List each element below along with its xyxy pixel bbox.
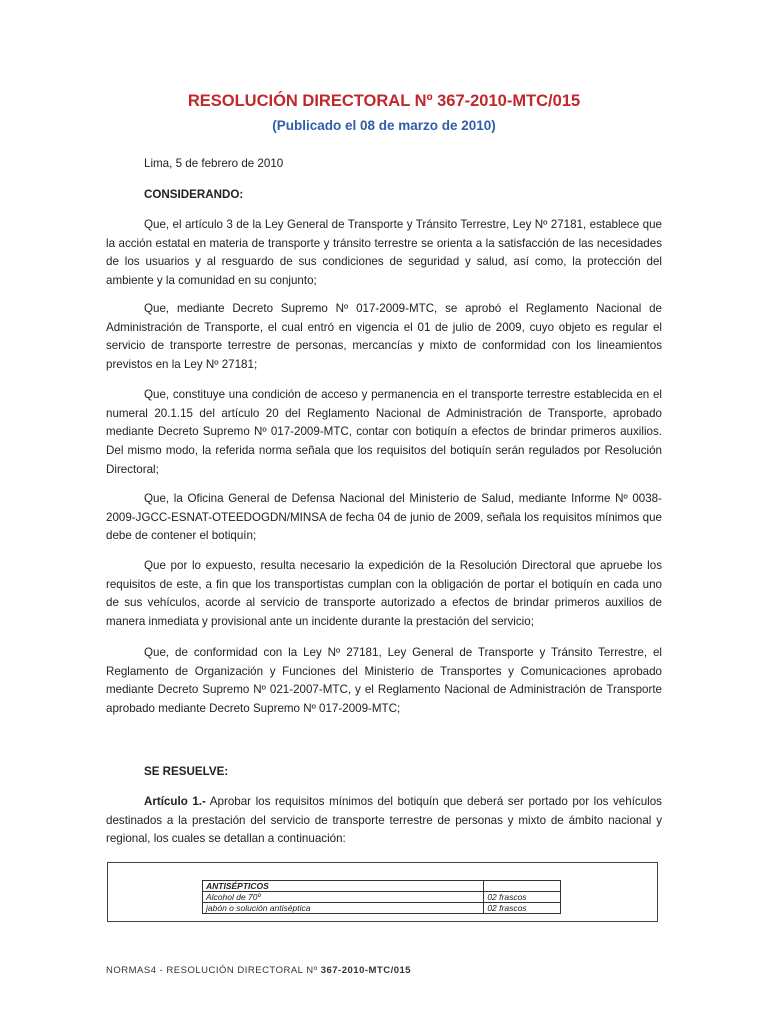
table-cell-qty: 02 frascos [484, 903, 561, 914]
table-row [203, 892, 561, 903]
publication-date: (Publicado el 08 de marzo de 2010) [272, 118, 496, 133]
footer-number: 367-2010-MTC/015 [320, 965, 412, 976]
table-cell-qty: 02 frascos [484, 892, 561, 903]
table-cell-item: Alcohol de 70º [203, 892, 484, 903]
table-header-row [203, 881, 561, 892]
paragraph-1: Que, el artículo 3 de la Ley General de Transporte y Tránsito Terrestre, Ley Nº 27181, establece que la acción estatal en materia de transporte y tránsito terrestre se orienta a la satisfacción de las necesidades de los usuarios y al resguardo de sus condiciones de seguridad y salud, así como, la protección del ambiente y la comunidad en su conjunto; [106, 218, 662, 288]
paragraph-3: Que, constituye una condición de acceso y permanencia en el transporte terrestre establecida en el numeral 20.1.15 del artículo 20 del Reglamento Nacional de Administración de Transporte, aprobado mediante Decreto Supremo Nº 017-2009-MTC, contar con botiquín a efectos de brindar primeros auxilios. Del mismo modo, la referida norma señala que los requisitos del botiquín serán regulados por Resolución Directoral; [106, 388, 662, 476]
paragraph-4: Que, la Oficina General de Defensa Nacional del Ministerio de Salud, mediante Informe Nº 0038-2009-JGCC-ESNAT-OTEEDOGDN/MINSA de fecha 04 de junio de 2009, señala los requisitos mínimos que debe de contener el botiquín; [106, 492, 662, 543]
page-footer [106, 965, 411, 976]
paragraph-5: Que por lo expuesto, resulta necesario la expedición de la Resolución Directoral que apruebe los requisitos de este, a fin que los transportistas cumplan con la obligación de portar el botiquín en cada uno de sus vehículos, acorde al servicio de transporte autorizado a efectos de brindar primeros auxilios de manera inmediata y provisional ante un incidente durante la prestación del servicio; [106, 559, 662, 629]
se-resuelve-heading: SE RESUELVE: [144, 765, 229, 778]
botiquin-table [202, 880, 561, 914]
article-1 [106, 793, 662, 849]
table-header-empty-cell [484, 881, 561, 892]
considerando-heading: CONSIDERANDO: [144, 188, 244, 201]
article-1-text: Aprobar los requisitos mínimos del botiquín que deberá ser portado por los vehículos destinados a la prestación del servicio de transporte terrestre de personas y mixto de ámbito nacional y regional, los cuales se detallan a continuación: [106, 795, 662, 846]
footer-prefix: NORMAS4 - RESOLUCIÓN DIRECTORAL Nº [106, 965, 321, 976]
paragraph-2: Que, mediante Decreto Supremo Nº 017-2009-MTC, se aprobó el Reglamento Nacional de Administración de Transporte, el cual entró en vigencia el 01 de julio de 2009, cuyo objeto es regular el servicio de transporte terrestre de personas, mercancías y mixto de conformidad con los lineamientos previstos en la Ley Nº 27181; [106, 302, 662, 372]
paragraph-6: Que, de conformidad con la Ley Nº 27181, Ley General de Transporte y Tránsito Terrestre, el Reglamento de Organización y Funciones del Ministerio de Transportes y Comunicaciones aprobado mediante Decreto Supremo Nº 021-2007-MTC, y el Reglamento Nacional de Administración de Transporte aprobado mediante Decreto Supremo Nº 017-2009-MTC; [106, 646, 662, 716]
table-row [203, 903, 561, 914]
article-1-label: Artículo 1.- [144, 795, 206, 808]
document-title: RESOLUCIÓN DIRECTORAL Nº 367-2010-MTC/015 [187, 92, 581, 110]
table-header-cell: ANTISÉPTICOS [203, 881, 484, 892]
date-line: Lima, 5 de febrero de 2010 [144, 157, 284, 170]
table-cell-item: jabón o solución antiséptica [203, 903, 484, 914]
